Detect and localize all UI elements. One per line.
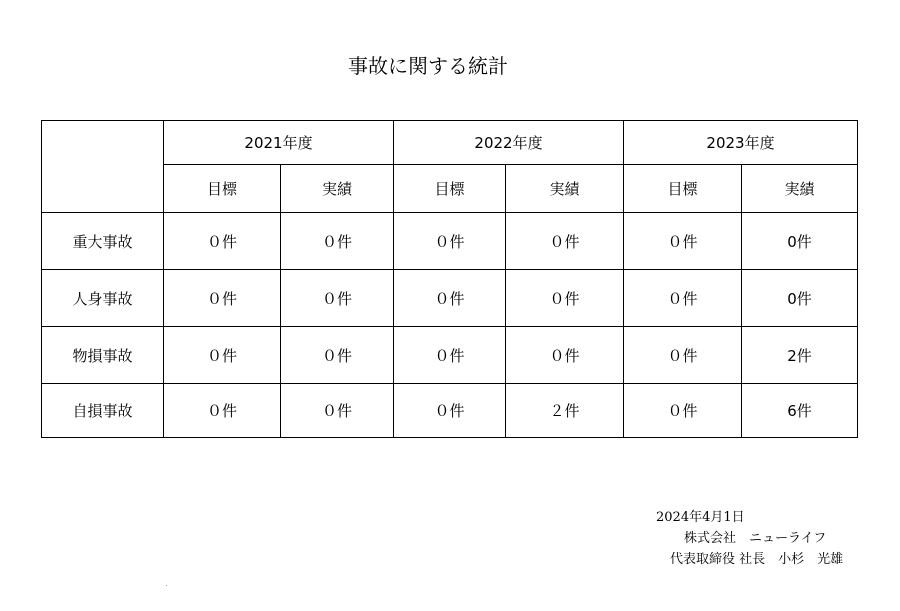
table-cell: ０件: [624, 270, 742, 327]
target-header: 目標: [624, 165, 742, 213]
table-cell: 0件: [742, 270, 858, 327]
table-cell: ０件: [394, 213, 506, 270]
table-cell: ０件: [624, 213, 742, 270]
table-cell: ０件: [394, 327, 506, 384]
table-cell: ０件: [281, 384, 394, 438]
accident-statistics-table: [41, 120, 858, 438]
year-header-row: [42, 121, 858, 165]
table-cell: ０件: [624, 384, 742, 438]
table-cell: ０件: [624, 327, 742, 384]
table-cell: ０件: [506, 213, 624, 270]
table-cell: ０件: [281, 270, 394, 327]
table-cell: ０件: [164, 327, 281, 384]
document-title: 事故に関する統計: [348, 54, 508, 78]
table-row: [42, 327, 858, 384]
table-row: [42, 270, 858, 327]
table-cell: ０件: [506, 270, 624, 327]
row-label: 人身事故: [42, 270, 164, 327]
table-cell: ０件: [164, 213, 281, 270]
company-name: 株式会社 ニューライフ: [684, 531, 827, 546]
row-label: 重大事故: [42, 213, 164, 270]
row-label: 自損事故: [42, 384, 164, 438]
table-cell: ０件: [506, 327, 624, 384]
actual-header: 実績: [506, 165, 624, 213]
actual-header: 実績: [281, 165, 394, 213]
table-cell: ０件: [281, 327, 394, 384]
table-cell: ０件: [394, 384, 506, 438]
row-label: 物損事故: [42, 327, 164, 384]
issue-date: 2024年4月1日: [656, 510, 745, 525]
corner-cell: [42, 121, 164, 213]
subheader-row: [42, 165, 858, 213]
actual-header: 実績: [742, 165, 858, 213]
table-cell: 6件: [742, 384, 858, 438]
table-cell: ２件: [506, 384, 624, 438]
target-header: 目標: [394, 165, 506, 213]
target-header: 目標: [164, 165, 281, 213]
table-cell: ０件: [394, 270, 506, 327]
stray-mark: [166, 585, 167, 586]
table-cell: ０件: [164, 270, 281, 327]
representative-name: 代表取締役 社長 小杉 光雄: [670, 552, 844, 567]
table-cell: ０件: [164, 384, 281, 438]
year-header: 2021年度: [164, 121, 394, 165]
year-header: 2022年度: [394, 121, 624, 165]
year-header: 2023年度: [624, 121, 858, 165]
table-row: [42, 213, 858, 270]
table-cell: ０件: [281, 213, 394, 270]
table-row: [42, 384, 858, 438]
table-cell: 2件: [742, 327, 858, 384]
table-cell: 0件: [742, 213, 858, 270]
